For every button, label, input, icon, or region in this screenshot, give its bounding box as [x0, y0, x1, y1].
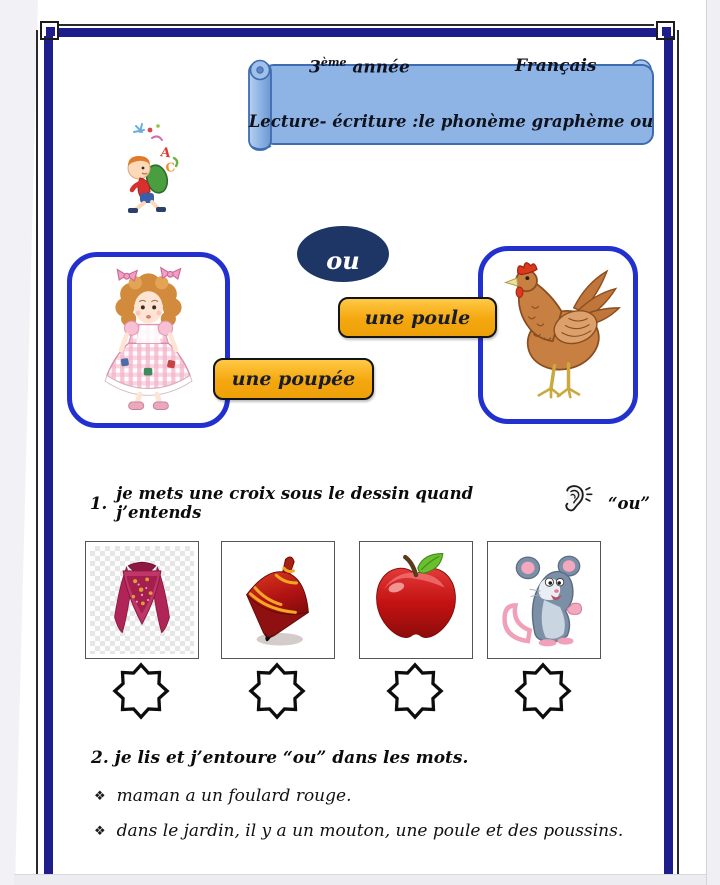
exercise1-text: je mets une croix sous le dessin quand j’entends	[116, 484, 474, 522]
header-banner-scroll	[243, 56, 659, 154]
photo-edge-right	[706, 0, 720, 885]
schoolboy-clipart-icon	[100, 116, 200, 216]
mouse-icon	[494, 547, 594, 653]
picture-card-scarf	[85, 541, 199, 659]
exercise2-heading: 2. je lis et j’entoure “ou” dans les mots.	[91, 748, 469, 768]
label-une-poule: une poule	[338, 297, 497, 338]
exercise1-instruction	[90, 480, 650, 526]
banner-subject: Français	[515, 56, 597, 76]
phoneme-bubble-text: ou	[326, 246, 360, 275]
grade-word: année	[346, 57, 410, 78]
frame-border-right	[664, 36, 673, 874]
hen-card	[478, 246, 638, 424]
answer-star-2	[246, 662, 308, 720]
phoneme-bubble	[297, 226, 389, 282]
grade-number: 3	[309, 57, 321, 78]
frame-outline-top	[58, 24, 654, 26]
answer-star-3	[384, 662, 446, 720]
sentence-text: dans le jardin, il y a un mouton, une poule et des poussins.	[116, 821, 624, 841]
bullet-icon: ❖	[94, 789, 106, 804]
frame-corner-fill-right	[662, 27, 671, 36]
exercise1-sound-word: “ou”	[608, 493, 650, 513]
picture-card-spinning-top	[221, 541, 335, 659]
banner-lesson-title: Lecture- écriture :le phonème graphème ou	[248, 112, 654, 131]
exercise2-sentence	[94, 821, 623, 841]
sentence-text: maman a un foulard rouge.	[116, 786, 352, 806]
answer-star-4	[512, 662, 574, 720]
apple-icon	[366, 547, 466, 653]
frame-outline-left	[36, 30, 38, 874]
doll-card	[67, 252, 230, 428]
label-une-poupee: une poupée	[213, 358, 374, 400]
ear-icon	[556, 482, 594, 516]
photo-edge-left	[0, 0, 39, 885]
picture-card-apple	[359, 541, 473, 659]
banner-grade	[309, 56, 410, 78]
scarf-icon	[94, 548, 190, 652]
svg-text:A: A	[159, 145, 172, 162]
doll-icon	[77, 262, 220, 418]
frame-border-left	[44, 36, 53, 874]
photo-edge-bottom	[14, 874, 720, 885]
picture-card-mouse	[487, 541, 601, 659]
exercise1-number: 1.	[90, 493, 108, 513]
bullet-icon: ❖	[94, 824, 106, 839]
hen-icon	[488, 256, 628, 414]
frame-outline-right	[677, 30, 679, 874]
svg-text:C: C	[164, 160, 176, 175]
grade-suffix: ème	[320, 56, 347, 69]
exercise2-sentence	[94, 786, 351, 806]
answer-star-1	[110, 662, 172, 720]
spinning-top-icon	[228, 547, 328, 653]
frame-border-top	[58, 28, 656, 37]
frame-corner-fill-left	[46, 27, 55, 36]
